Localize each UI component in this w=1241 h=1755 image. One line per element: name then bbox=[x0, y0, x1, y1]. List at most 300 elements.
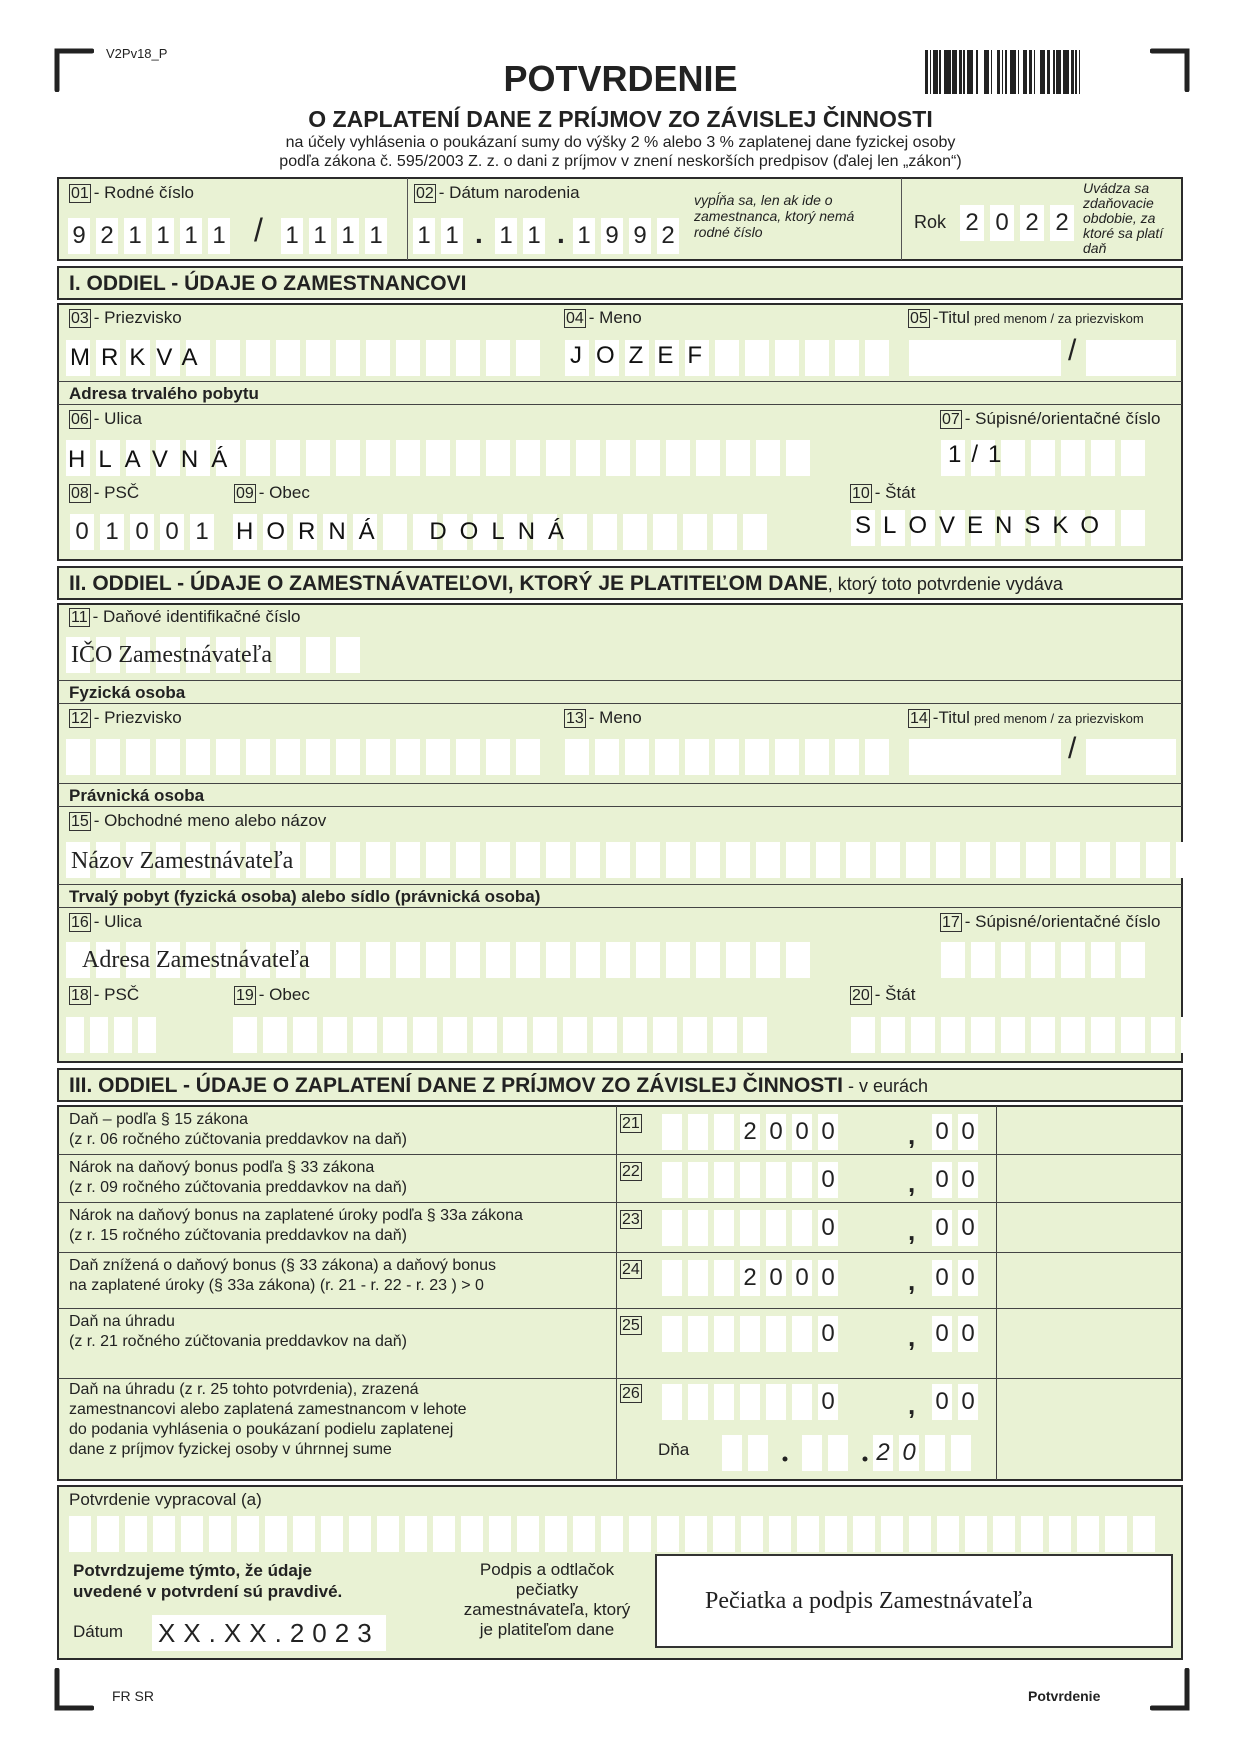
signature-label bbox=[452, 1560, 642, 1640]
row-line-1: Nárok na daňový bonus na zaplatené úroky podľa § 33a zákona bbox=[69, 1207, 523, 1224]
field-11-label bbox=[69, 607, 301, 627]
char-cell: 0 bbox=[932, 1114, 952, 1150]
char-cell: 0 bbox=[932, 1316, 952, 1352]
row-25-decimal-input[interactable] bbox=[932, 1316, 984, 1352]
char-cell bbox=[1105, 1516, 1127, 1552]
divider bbox=[58, 381, 1182, 382]
char-cell bbox=[792, 1316, 812, 1352]
char-cell: 0 bbox=[958, 1114, 978, 1150]
char-cell: 0 bbox=[958, 1316, 978, 1352]
char-cell bbox=[825, 1516, 847, 1552]
char-cell bbox=[1146, 842, 1170, 878]
char-cell bbox=[1121, 510, 1145, 546]
field-02-day[interactable] bbox=[413, 218, 469, 254]
char-cell bbox=[443, 1017, 467, 1053]
field-16-label-text: - Ulica bbox=[93, 912, 142, 931]
char-cell bbox=[865, 739, 889, 775]
char-cell: 2 bbox=[873, 1435, 893, 1471]
char-cell bbox=[715, 340, 739, 376]
field-14-title-after[interactable] bbox=[1086, 739, 1176, 775]
char-cell bbox=[696, 842, 720, 878]
row-line-1: Daň znížená o daňový bonus (§ 33 zákona) a daňový bonus bbox=[69, 1257, 496, 1274]
char-cell: 1 bbox=[100, 514, 124, 550]
divider bbox=[58, 1378, 1182, 1379]
char-cell bbox=[595, 739, 619, 775]
corner-mark-bottom-left bbox=[54, 1668, 94, 1712]
char-cell bbox=[766, 1316, 786, 1352]
char-cell bbox=[1061, 440, 1085, 476]
row-22-comma: , bbox=[908, 1168, 916, 1198]
char-cell bbox=[576, 842, 600, 878]
char-cell bbox=[683, 514, 707, 550]
prepared-by-input[interactable] bbox=[69, 1516, 1161, 1552]
field-11-label-text: - Daňové identifikačné číslo bbox=[92, 607, 301, 626]
char-cell: 0 bbox=[958, 1162, 978, 1198]
char-cell bbox=[306, 637, 330, 673]
char-cell bbox=[726, 440, 750, 476]
field-13-number: 13 bbox=[566, 709, 584, 727]
char-cell: 2 bbox=[740, 1114, 760, 1150]
char-cell bbox=[246, 340, 270, 376]
row-21-number-label bbox=[620, 1114, 645, 1133]
char-cell bbox=[743, 1017, 767, 1053]
char-cell bbox=[662, 1260, 682, 1296]
char-cell bbox=[688, 1114, 708, 1150]
char-cell bbox=[876, 842, 900, 878]
row-line-2: (z r. 15 ročného zúčtovania preddavkov na daň) bbox=[69, 1227, 407, 1244]
char-cell bbox=[336, 842, 360, 878]
char-cell bbox=[486, 842, 510, 878]
char-cell bbox=[740, 1316, 760, 1352]
row-26-whole-input[interactable] bbox=[662, 1384, 844, 1420]
char-cell: 0 bbox=[818, 1316, 838, 1352]
confirmation-text bbox=[73, 1560, 342, 1602]
field-05-title-before[interactable] bbox=[909, 340, 1061, 376]
char-cell bbox=[321, 1516, 343, 1552]
char-cell bbox=[125, 1516, 147, 1552]
field-13-label bbox=[564, 708, 642, 728]
char-cell bbox=[688, 1316, 708, 1352]
row-26-date-label: Dňa bbox=[658, 1440, 690, 1459]
char-cell bbox=[1133, 1516, 1155, 1552]
char-cell: 0 bbox=[899, 1435, 919, 1471]
char-cell bbox=[714, 1316, 734, 1352]
signature-label-line-1: Podpis a odtlačok bbox=[479, 1560, 615, 1579]
char-cell bbox=[1091, 942, 1115, 978]
section-3-heading bbox=[69, 1074, 928, 1098]
char-cell bbox=[516, 942, 540, 978]
char-cell: 0 bbox=[818, 1384, 838, 1420]
char-cell bbox=[306, 739, 330, 775]
char-cell bbox=[1077, 1516, 1099, 1552]
field-06-label bbox=[69, 409, 142, 429]
char-cell bbox=[636, 842, 660, 878]
field-20-input[interactable] bbox=[851, 1017, 1241, 1053]
char-cell: 9 bbox=[629, 218, 651, 254]
field-08-label bbox=[69, 483, 139, 503]
char-cell bbox=[114, 1017, 132, 1053]
row-26-decimal-input[interactable] bbox=[932, 1384, 984, 1420]
char-cell bbox=[181, 1516, 203, 1552]
char-cell bbox=[156, 739, 180, 775]
char-cell bbox=[246, 739, 270, 775]
char-cell bbox=[486, 942, 510, 978]
field-16-label bbox=[69, 912, 142, 932]
char-cell: 9 bbox=[601, 218, 623, 254]
field-09-label-text: - Obec bbox=[258, 483, 310, 502]
birth-date-note: vypĺňa sa, len ak ide o zamestnanca, ktorý nemá rodné číslo bbox=[694, 192, 855, 240]
field-17-input[interactable] bbox=[941, 942, 1151, 978]
char-cell bbox=[769, 1516, 791, 1552]
char-cell bbox=[1091, 440, 1115, 476]
char-cell bbox=[653, 1017, 677, 1053]
field-10-label-text: - Štát bbox=[874, 483, 916, 502]
char-cell: 2 bbox=[740, 1260, 760, 1296]
char-cell bbox=[426, 739, 450, 775]
row-25-number-label bbox=[620, 1316, 645, 1335]
divider bbox=[58, 404, 1182, 405]
char-cell: 0 bbox=[818, 1114, 838, 1150]
field-02-month[interactable] bbox=[495, 218, 551, 254]
char-cell bbox=[516, 842, 540, 878]
char-cell bbox=[353, 1017, 377, 1053]
char-cell bbox=[336, 942, 360, 978]
divider bbox=[58, 884, 1182, 885]
char-cell bbox=[573, 1516, 595, 1552]
char-cell bbox=[666, 440, 690, 476]
char-cell bbox=[336, 739, 360, 775]
field-01-input-part2[interactable] bbox=[281, 218, 393, 254]
char-cell bbox=[349, 1516, 371, 1552]
row-26-comma: , bbox=[908, 1390, 916, 1420]
char-cell: 1 bbox=[152, 218, 174, 254]
char-cell bbox=[263, 1017, 287, 1053]
row-25-whole-input[interactable] bbox=[662, 1316, 844, 1352]
field-04-value: JOZEF bbox=[570, 342, 716, 369]
page-subtitle: O ZAPLATENÍ DANE Z PRÍJMOV ZO ZÁVISLEJ ČINNOSTI bbox=[308, 106, 933, 132]
char-cell bbox=[1031, 942, 1055, 978]
row-23-number-label bbox=[620, 1210, 645, 1229]
char-cell bbox=[802, 1435, 822, 1471]
char-cell bbox=[336, 340, 360, 376]
field-07-number: 07 bbox=[942, 410, 960, 428]
char-cell bbox=[489, 1516, 511, 1552]
char-cell bbox=[426, 440, 450, 476]
row-line-1: Daň – podľa § 15 zákona bbox=[69, 1111, 249, 1128]
divider bbox=[58, 1202, 1182, 1203]
field-10-number: 10 bbox=[852, 484, 870, 502]
char-cell bbox=[1031, 1017, 1055, 1053]
row-26-date-dot-2 bbox=[862, 1442, 868, 1448]
row-24-comma: , bbox=[908, 1266, 916, 1296]
field-07-value: 1/1 bbox=[948, 441, 1012, 468]
row-23-whole-input[interactable] bbox=[662, 1210, 844, 1246]
char-cell bbox=[366, 739, 390, 775]
field-05-label bbox=[908, 308, 1144, 328]
char-cell bbox=[865, 340, 889, 376]
char-cell bbox=[775, 739, 799, 775]
char-cell bbox=[685, 739, 709, 775]
char-cell: 0 bbox=[932, 1162, 952, 1198]
char-cell bbox=[971, 942, 995, 978]
char-cell bbox=[688, 1210, 708, 1246]
row-line-2: (z r. 06 ročného zúčtovania preddavkov na daň) bbox=[69, 1131, 407, 1148]
field-05-title-after[interactable] bbox=[1086, 340, 1176, 376]
field-16-number: 16 bbox=[71, 913, 89, 931]
char-cell: 1 bbox=[441, 218, 463, 254]
char-cell bbox=[636, 440, 660, 476]
field-14-title-before[interactable] bbox=[909, 739, 1061, 775]
field-08-input[interactable] bbox=[70, 514, 220, 550]
field-12-input[interactable] bbox=[66, 739, 546, 775]
field-03-label bbox=[69, 308, 182, 328]
char-cell bbox=[216, 739, 240, 775]
char-cell: 2 bbox=[1020, 205, 1044, 241]
row-26-line-1: Daň na úhradu (z r. 25 tohto potvrdenia), zrazená bbox=[69, 1381, 419, 1398]
char-cell bbox=[666, 942, 690, 978]
field-19-input[interactable] bbox=[233, 1017, 773, 1053]
char-cell bbox=[662, 1162, 682, 1198]
field-15-value: Názov Zamestnávateľa bbox=[71, 848, 294, 874]
field-01-separator: / bbox=[254, 212, 263, 248]
row-26-date-dot-1 bbox=[782, 1442, 788, 1448]
char-cell bbox=[971, 1017, 995, 1053]
char-cell: 0 bbox=[766, 1260, 786, 1296]
row-23-decimal-input[interactable] bbox=[932, 1210, 984, 1246]
char-cell: 0 bbox=[958, 1384, 978, 1420]
char-cell: 0 bbox=[130, 514, 154, 550]
field-02-number: 02 bbox=[416, 184, 434, 202]
date-label: Dátum bbox=[73, 1622, 124, 1641]
char-cell bbox=[606, 942, 630, 978]
field-06-label-text: - Ulica bbox=[93, 409, 142, 428]
field-04-number: 04 bbox=[566, 309, 584, 327]
field-11-number: 11 bbox=[71, 608, 88, 626]
field-18-label-text: - PSČ bbox=[93, 985, 140, 1004]
char-cell bbox=[623, 514, 647, 550]
form-code: V2Pv18_P bbox=[106, 46, 168, 61]
char-cell bbox=[426, 340, 450, 376]
field-05-number: 05 bbox=[910, 309, 928, 327]
char-cell bbox=[606, 842, 630, 878]
stamp-signature-text: Pečiatka a podpis Zamestnávateľa bbox=[705, 1588, 1033, 1614]
header-divider-1 bbox=[407, 178, 408, 260]
row-24-whole-input[interactable] bbox=[662, 1260, 844, 1296]
char-cell bbox=[662, 1384, 682, 1420]
char-cell bbox=[816, 842, 840, 878]
char-cell: 1 bbox=[573, 218, 595, 254]
char-cell bbox=[126, 739, 150, 775]
row-22-description bbox=[69, 1158, 614, 1198]
row-24-number-label bbox=[620, 1260, 645, 1279]
char-cell bbox=[545, 1516, 567, 1552]
field-13-input[interactable] bbox=[565, 739, 895, 775]
field-09-number: 09 bbox=[236, 484, 254, 502]
char-cell bbox=[853, 1516, 875, 1552]
date-input[interactable]: XX.XX.2023 bbox=[152, 1615, 386, 1651]
field-15-label-text: - Obchodné meno alebo názov bbox=[93, 811, 327, 830]
field-02-year[interactable] bbox=[573, 218, 685, 254]
char-cell bbox=[1061, 942, 1085, 978]
field-05-separator: / bbox=[1068, 334, 1077, 367]
field-17-label bbox=[940, 912, 1160, 932]
char-cell bbox=[792, 1384, 812, 1420]
bottom-right-label: Potvrdenie bbox=[1028, 1688, 1101, 1704]
char-cell bbox=[336, 440, 360, 476]
field-18-number: 18 bbox=[71, 986, 89, 1004]
field-10-label bbox=[850, 483, 915, 503]
row-23-description bbox=[69, 1206, 614, 1246]
legal-person-heading: Právnická osoba bbox=[69, 786, 205, 805]
char-cell bbox=[925, 1435, 945, 1471]
char-cell bbox=[377, 1516, 399, 1552]
char-cell bbox=[383, 1017, 407, 1053]
char-cell bbox=[396, 942, 420, 978]
row-22-number-label bbox=[620, 1162, 645, 1181]
field-01-label bbox=[69, 183, 194, 203]
char-cell bbox=[306, 842, 330, 878]
divider bbox=[58, 783, 1182, 784]
char-cell bbox=[775, 340, 799, 376]
employer-address-heading: Trvalý pobyt (fyzická osoba) alebo sídlo (právnická osoba) bbox=[69, 887, 541, 906]
row-24-decimal-input[interactable] bbox=[932, 1260, 984, 1296]
char-cell bbox=[593, 1017, 617, 1053]
row-21-decimal-input[interactable] bbox=[932, 1114, 984, 1150]
field-09-label bbox=[234, 483, 310, 503]
char-cell bbox=[456, 440, 480, 476]
char-cell bbox=[1116, 842, 1140, 878]
char-cell bbox=[966, 842, 990, 878]
char-cell bbox=[715, 739, 739, 775]
field-01-input-part1[interactable] bbox=[68, 218, 236, 254]
char-cell: 0 bbox=[958, 1210, 978, 1246]
char-cell: 9 bbox=[68, 218, 90, 254]
field-13-label-text: - Meno bbox=[588, 708, 642, 727]
char-cell bbox=[696, 440, 720, 476]
field-18-input[interactable] bbox=[66, 1017, 162, 1053]
char-cell bbox=[911, 1017, 935, 1053]
char-cell bbox=[323, 1017, 347, 1053]
char-cell bbox=[835, 340, 859, 376]
field-03-value: MRKVA bbox=[70, 344, 209, 371]
char-cell bbox=[722, 1435, 742, 1471]
char-cell bbox=[786, 440, 810, 476]
char-cell bbox=[366, 440, 390, 476]
row-21-whole-input[interactable] bbox=[662, 1114, 844, 1150]
char-cell bbox=[846, 842, 870, 878]
char-cell bbox=[685, 1516, 707, 1552]
char-cell: 0 bbox=[792, 1114, 812, 1150]
char-cell bbox=[306, 340, 330, 376]
char-cell bbox=[786, 942, 810, 978]
field-07-label-text: - Súpisné/orientačné číslo bbox=[964, 409, 1161, 428]
char-cell bbox=[1121, 440, 1145, 476]
row-22-decimal-input[interactable] bbox=[932, 1162, 984, 1198]
field-20-label-text: - Štát bbox=[874, 985, 916, 1004]
row-line-1: Daň na úhradu bbox=[69, 1313, 175, 1330]
row-26-date-year[interactable] bbox=[873, 1435, 977, 1471]
char-cell bbox=[993, 1516, 1015, 1552]
char-cell bbox=[456, 942, 480, 978]
char-cell: 0 bbox=[932, 1210, 952, 1246]
char-cell bbox=[1001, 1017, 1025, 1053]
column-divider bbox=[996, 1106, 997, 1480]
char-cell bbox=[936, 842, 960, 878]
row-26-line-3: do podania vyhlásenia o poukázaní podielu zaplatenej bbox=[69, 1421, 454, 1438]
char-cell bbox=[461, 1516, 483, 1552]
char-cell bbox=[941, 1017, 965, 1053]
char-cell bbox=[688, 1384, 708, 1420]
char-cell bbox=[1086, 842, 1110, 878]
tax-year-input[interactable] bbox=[960, 205, 1080, 241]
char-cell bbox=[688, 1260, 708, 1296]
char-cell bbox=[90, 1017, 108, 1053]
char-cell bbox=[456, 842, 480, 878]
char-cell: 0 bbox=[932, 1384, 952, 1420]
char-cell bbox=[625, 739, 649, 775]
char-cell bbox=[576, 942, 600, 978]
field-19-label bbox=[234, 985, 310, 1005]
char-cell bbox=[517, 1516, 539, 1552]
field-12-label-text: - Priezvisko bbox=[93, 708, 182, 727]
row-22-whole-input[interactable] bbox=[662, 1162, 844, 1198]
char-cell: 0 bbox=[792, 1260, 812, 1296]
section-2-heading-suffix: , ktorý toto potvrdenie vydáva bbox=[827, 574, 1063, 594]
char-cell bbox=[828, 1435, 848, 1471]
row-26-description bbox=[69, 1380, 609, 1460]
char-cell bbox=[456, 340, 480, 376]
row-line-1: Nárok na daňový bonus podľa § 33 zákona bbox=[69, 1159, 375, 1176]
field-03-number: 03 bbox=[71, 309, 89, 327]
char-cell bbox=[246, 440, 270, 476]
char-cell bbox=[576, 440, 600, 476]
char-cell bbox=[1121, 942, 1145, 978]
field-14-label-text: -Titul bbox=[932, 708, 970, 727]
char-cell bbox=[766, 1210, 786, 1246]
row-26-date-day[interactable] bbox=[722, 1435, 774, 1471]
field-02-dot-2: . bbox=[557, 218, 565, 249]
char-cell bbox=[237, 1516, 259, 1552]
char-cell: 2 bbox=[1050, 205, 1074, 241]
char-cell bbox=[209, 1516, 231, 1552]
address-heading: Adresa trvalého pobytu bbox=[69, 384, 259, 403]
char-cell bbox=[766, 1162, 786, 1198]
row-26-date-month[interactable] bbox=[802, 1435, 854, 1471]
char-cell bbox=[265, 1516, 287, 1552]
field-08-number: 08 bbox=[71, 484, 89, 502]
divider bbox=[58, 1154, 1182, 1155]
char-cell bbox=[714, 1384, 734, 1420]
section-3-heading-suffix: - v eurách bbox=[842, 1076, 929, 1096]
char-cell bbox=[748, 1435, 768, 1471]
field-06-value: HLAVNÁ bbox=[68, 446, 241, 473]
char-cell bbox=[745, 739, 769, 775]
field-04-label bbox=[564, 308, 642, 328]
row-23-comma: , bbox=[908, 1216, 916, 1246]
char-cell bbox=[546, 942, 570, 978]
row-26-line-4: dane z príjmov fyzickej osoby v úhrnnej sume bbox=[69, 1441, 392, 1458]
char-cell: 1 bbox=[309, 218, 331, 254]
char-cell bbox=[426, 942, 450, 978]
char-cell bbox=[276, 637, 300, 673]
signature-label-line-4: je platiteľom dane bbox=[479, 1620, 615, 1639]
char-cell: 2 bbox=[96, 218, 118, 254]
char-cell bbox=[726, 942, 750, 978]
field-09-value: HORNÁ DOLNÁ bbox=[236, 518, 578, 545]
char-cell bbox=[1049, 1516, 1071, 1552]
char-cell bbox=[714, 1210, 734, 1246]
description-line-1: na účely vyhlásenia o poukázaní sumy do výšky 2 % alebo 3 % zaplatenej dane fyzickej osoby bbox=[285, 134, 956, 151]
